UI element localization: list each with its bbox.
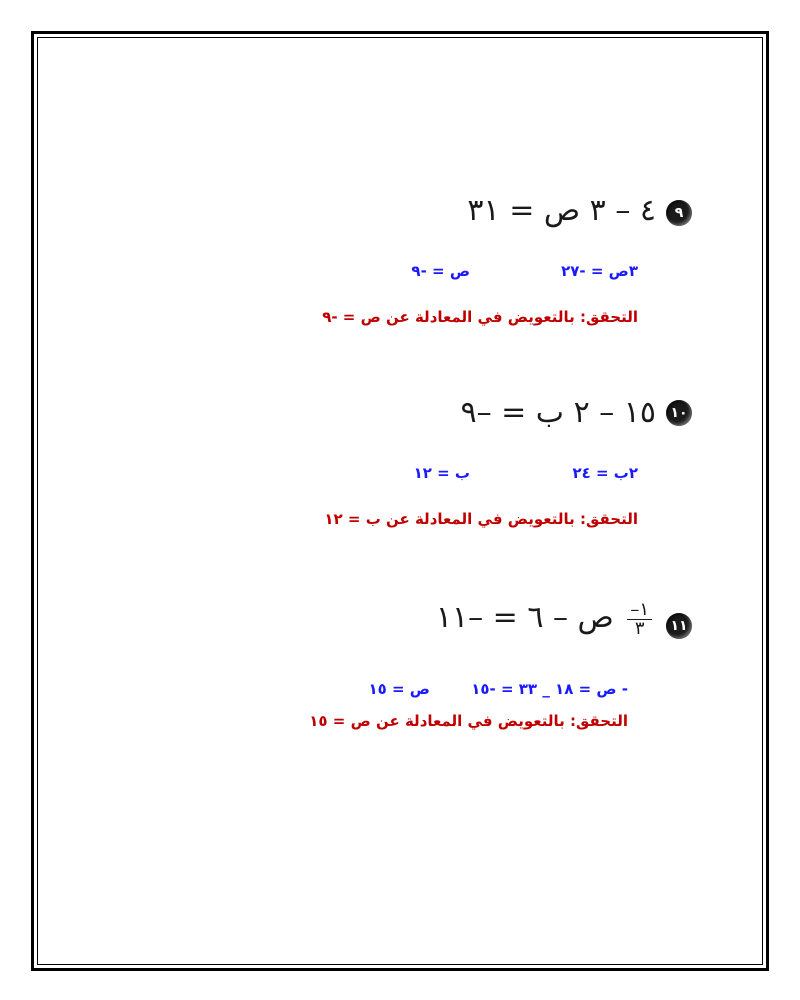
problem-9-equation: ٤ – ٣ ص = ٣١ bbox=[467, 193, 656, 228]
problem-11-number-badge: ١١ bbox=[666, 613, 692, 639]
problem-9-check: التحقق: بالتعويض في المعادلة عن ص = -٩ bbox=[322, 308, 638, 326]
problem-11-equation-rest: ص – ٦ = –١١ bbox=[435, 600, 614, 635]
problem-10-number-badge: ١٠ bbox=[666, 400, 692, 426]
problem-10-equation: ١٥ – ٢ ب = –٩ bbox=[460, 395, 656, 430]
problem-10-check: التحقق: بالتعويض في المعادلة عن ب = ١٢ bbox=[324, 510, 638, 528]
problem-11-step-2: ص = ١٥ bbox=[368, 680, 430, 698]
problem-9-step-2: ص = -٩ bbox=[411, 262, 470, 280]
problem-9-step-1: ٣ص = -٢٧ bbox=[561, 262, 638, 280]
page-inner-border bbox=[37, 37, 763, 965]
problem-10-step-1: ٢ب = ٢٤ bbox=[572, 464, 638, 482]
problem-11-fraction-numerator: ١– bbox=[627, 601, 652, 620]
problem-9-number-badge: ٩ bbox=[666, 200, 692, 226]
problem-11-fraction bbox=[627, 598, 652, 639]
problem-11-check: التحقق: بالتعويض في المعادلة عن ص = ١٥ bbox=[309, 712, 628, 730]
problem-11-fraction-denominator: ٣ bbox=[634, 617, 645, 639]
problem-11-equation bbox=[436, 600, 656, 638]
problem-11-step-1: - ص = ١٨ _ ٣٣ = -١٥ bbox=[471, 680, 628, 698]
problem-10-step-2: ب = ١٢ bbox=[413, 464, 470, 482]
